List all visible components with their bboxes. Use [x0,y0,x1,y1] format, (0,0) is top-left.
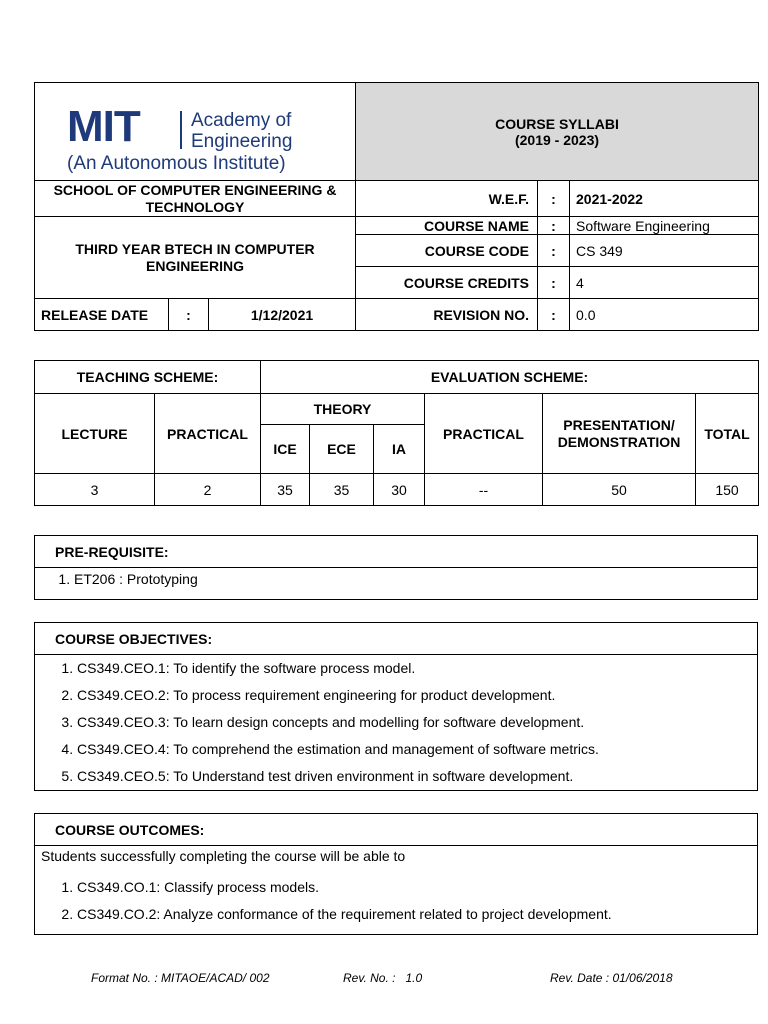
list-item: 4. CS349.CEO.4: To comprehend the estimation and management of software metrics. [77,736,757,763]
course-code-value: CS 349 [570,235,759,267]
logo-autonomous-text: (An Autonomous Institute) [67,153,286,174]
presentation-value: 50 [543,474,696,506]
total-heading: TOTAL [696,394,759,474]
outcomes-heading: COURSE OUTCOMES: [35,814,758,846]
course-syllabi-title: COURSE SYLLABI (2019 - 2023) [356,83,759,181]
outcomes-section [34,813,758,935]
course-code-label: COURSE CODE [356,235,538,267]
colon: : [538,181,570,217]
objectives-section [34,622,758,791]
eval-practical-heading: PRACTICAL [425,394,543,474]
colon: : [538,217,570,235]
wef-label: W.E.F. [356,181,538,217]
teaching-scheme-heading: TEACHING SCHEME: [35,361,261,394]
revision-label: REVISION NO. [356,299,538,331]
outcomes-intro: Students successfully completing the course will be able to [41,848,406,864]
list-item: 1. ET206 : Prototyping [74,568,757,590]
ece-value: 35 [310,474,374,506]
release-date-value: 1/12/2021 [209,299,356,331]
list-item: 1. CS349.CO.1: Classify process models. [77,874,757,901]
scheme-table [34,360,759,506]
logo-academy-text: Academy of Engineering [191,110,293,152]
ece-heading: ECE [310,425,374,474]
ice-heading: ICE [261,425,310,474]
logo-divider [180,111,182,149]
objectives-heading: COURSE OBJECTIVES: [35,623,758,655]
list-item: 2. CS349.CO.2: Analyze conformance of the requirement related to project development. [77,901,757,928]
wef-value: 2021-2022 [570,181,759,217]
ia-heading: IA [374,425,425,474]
program-name: THIRD YEAR BTECH IN COMPUTER ENGINEERING [35,217,356,299]
total-value: 150 [696,474,759,506]
colon: : [538,235,570,267]
revision-value: 0.0 [570,299,759,331]
theory-heading: THEORY [261,394,425,425]
institute-logo [35,83,355,180]
practical-value: 2 [155,474,261,506]
ia-value: 30 [374,474,425,506]
lecture-heading: LECTURE [35,394,155,474]
footer-format-no: Format No. : MITAOE/ACAD/ 002 [91,971,270,985]
eval-practical-value: -- [425,474,543,506]
list-item: 1. CS349.CEO.1: To identify the software process model. [77,655,757,682]
list-item: 5. CS349.CEO.5: To Understand test driven environment in software development. [77,763,757,790]
school-name: SCHOOL OF COMPUTER ENGINEERING & TECHNOLOGY [35,181,356,217]
colon: : [538,267,570,299]
colon: : [169,299,209,331]
colon: : [538,299,570,331]
course-name-value: Software Engineering [570,217,759,235]
prerequisite-heading: PRE-REQUISITE: [35,536,758,568]
course-credits-value: 4 [570,267,759,299]
ice-value: 35 [261,474,310,506]
practical-heading: PRACTICAL [155,394,261,474]
objectives-list [35,655,757,790]
footer-rev-date: Rev. Date : 01/06/2018 [550,971,673,985]
release-date-label: RELEASE DATE [35,299,169,331]
outcomes-list [35,874,757,928]
list-item: 2. CS349.CEO.2: To process requirement engineering for product development. [77,682,757,709]
logo-mit-text: MIT [67,102,140,151]
course-name-label: COURSE NAME [356,217,538,235]
syllabus-header-table [34,82,759,331]
prerequisite-section [34,535,758,600]
list-item: 3. CS349.CEO.3: To learn design concepts and modelling for software development. [77,709,757,736]
course-credits-label: COURSE CREDITS [356,267,538,299]
prerequisite-list [35,568,757,590]
logo-cell [35,83,356,181]
footer-rev-no: Rev. No. : 1.0 [343,971,423,985]
lecture-value: 3 [35,474,155,506]
evaluation-scheme-heading: EVALUATION SCHEME: [261,361,759,394]
presentation-heading: PRESENTATION/ DEMONSTRATION [543,394,696,474]
